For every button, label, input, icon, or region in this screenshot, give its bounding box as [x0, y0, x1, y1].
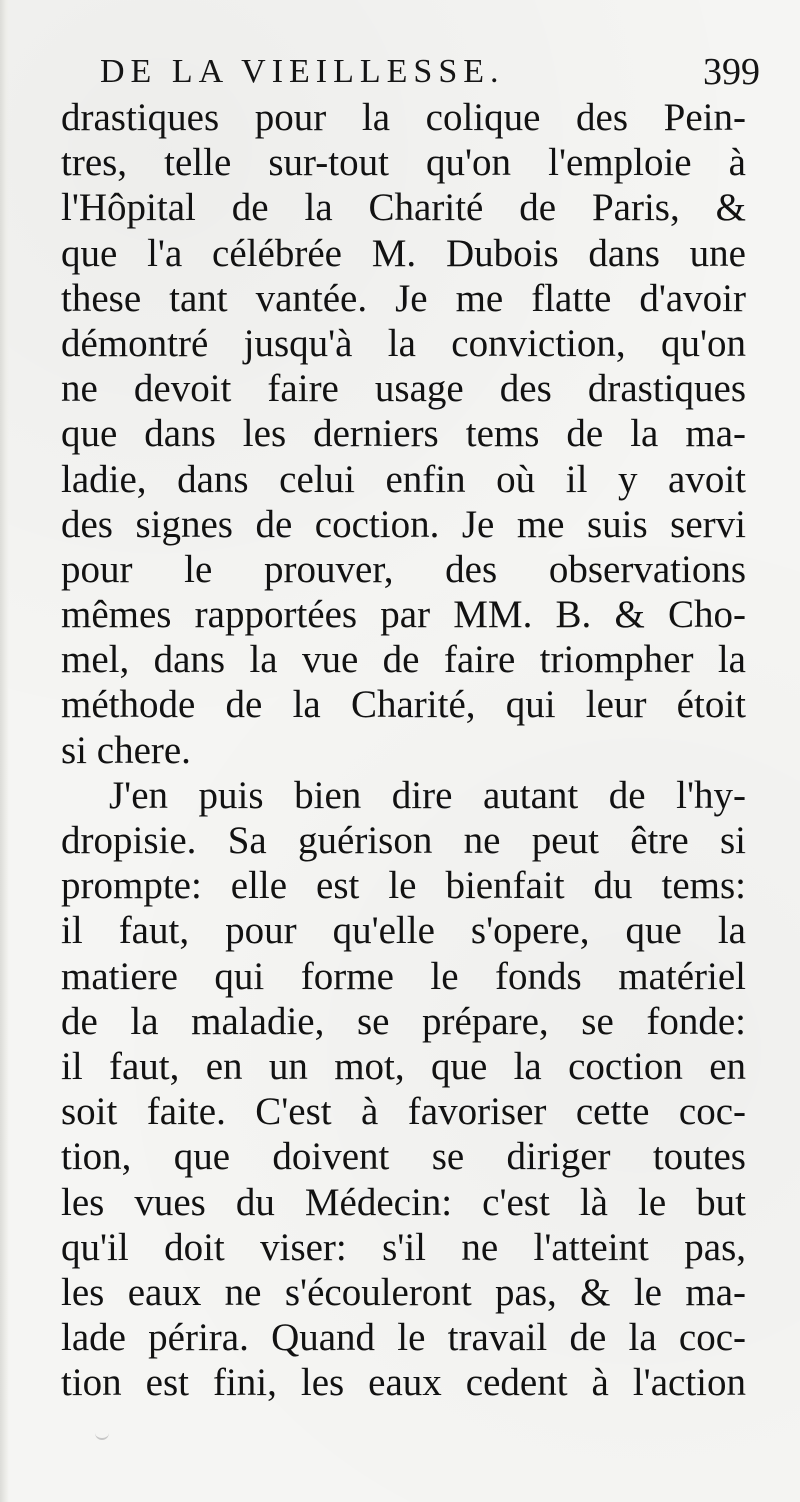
page-number: 399 — [703, 51, 760, 93]
text-line: prompte: elle est le bienfait du tems: — [61, 864, 746, 908]
paragraph-start-line: J'en puis bien dire autant de l'hy- — [109, 773, 746, 817]
text-line: que dans les derniers tems de la ma- — [61, 412, 746, 456]
text-line: soit faite. C'est à favoriser cette coc- — [61, 1090, 746, 1134]
text-line: lade périra. Quand le travail de la coc- — [61, 1316, 746, 1360]
text-line: mêmes rapportées par MM. B. & Cho- — [61, 593, 746, 637]
running-title: DE LA VIEILLESSE. — [100, 53, 505, 90]
text-line: il faut, en un mot, que la coction en — [61, 1044, 746, 1088]
text-line: l'Hôpital de la Charité de Paris, & — [61, 186, 746, 230]
text-line: qu'il doit viser: s'il ne l'atteint pas, — [61, 1225, 746, 1269]
text-line: tres, telle sur-tout qu'on l'emploie à — [61, 141, 746, 185]
text-line: que l'a célébrée M. Dubois dans une — [61, 231, 746, 275]
page-gutter-shadow — [0, 0, 9, 1502]
print-mark — [95, 1426, 109, 1440]
text-line: matiere qui forme le fonds matériel — [61, 954, 746, 998]
text-line: ne devoit faire usage des drastiques — [61, 367, 746, 411]
text-line: les eaux ne s'écouleront pas, & le ma- — [61, 1270, 746, 1314]
text-line: ladie, dans celui enfin où il y avoit — [61, 457, 746, 501]
text-line: dropisie. Sa guérison ne peut être si — [61, 819, 746, 862]
text-line: drastiques pour la colique des Pein- — [61, 96, 746, 139]
text-line: pour le prouver, des observations — [61, 547, 746, 591]
text-line: tion est fini, les eaux cedent à l'action — [61, 1361, 746, 1405]
text-line: démontré jusqu'à la conviction, qu'on — [61, 321, 746, 365]
text-line: mel, dans la vue de faire triompher la — [61, 638, 746, 682]
text-line: these tant vantée. Je me flatte d'avoir — [61, 276, 746, 320]
text-line: tion, que doivent se diriger toutes — [61, 1135, 746, 1179]
text-line: de la maladie, se prépare, se fonde: — [61, 999, 746, 1043]
text-line: des signes de coction. Je me suis servi — [61, 502, 746, 546]
text-line: les vues du Médecin: c'est là le but — [61, 1180, 746, 1224]
text-line: si chere. — [61, 728, 191, 772]
text-line: méthode de la Charité, qui leur étoit — [61, 683, 746, 727]
text-line: il faut, pour qu'elle s'opere, que la — [61, 909, 746, 953]
body-text — [61, 95, 746, 1405]
page-header — [100, 48, 760, 96]
